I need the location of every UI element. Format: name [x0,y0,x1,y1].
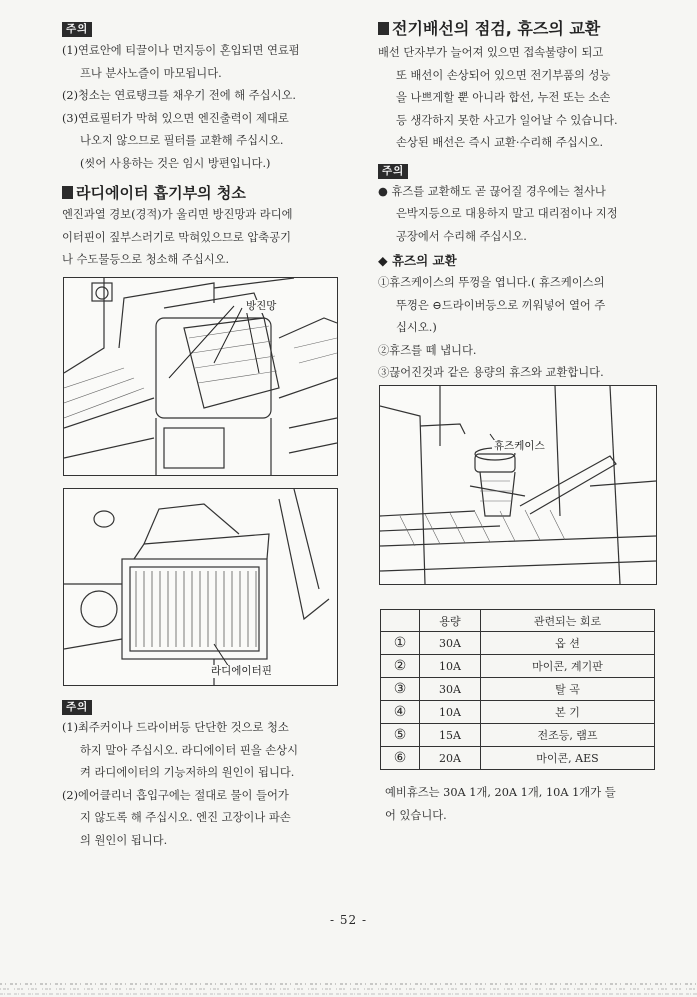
caution-1-line: (3)연료필터가 막혀 있으면 엔진출력이 제대로 [62,111,289,125]
caution-1-line: 나오지 않으므로 필터를 교환해 주십시오. [80,134,284,147]
wiring-line: 배선 단자부가 늘어져 있으면 접속불량이 되고 [378,46,604,59]
right-column [378,14,660,385]
left-column [62,14,344,272]
fuse-number: ③ [381,678,420,701]
fuse-capacity: 15A [420,724,481,747]
caution-badge: 주의 [62,700,92,715]
fuse-steps [378,272,660,385]
fuse-circuit: 본 기 [481,701,655,724]
fuse-number: ⑥ [381,747,420,770]
fuse-caution-text [378,181,660,249]
fuse-caution-line: ● 휴즈를 교환해도 곧 끊어질 경우에는 철사나 [378,184,606,198]
fuse-circuit: 전조등, 램프 [481,724,655,747]
wiring-intro [378,42,660,155]
spare-fuse-line: 예비휴즈는 30A 1개, 20A 1개, 10A 1개가 들 [385,786,616,799]
caution-1-line: (2)청소는 연료탱크를 채우기 전에 해 주십시오. [62,89,296,102]
radiator-fin-label: 라디에이터핀 [211,665,272,677]
table-row [381,701,655,724]
spare-fuse-line: 어 있습니다. [385,808,447,822]
fuse-case-label: 휴즈케이스 [494,440,545,452]
fuse-table-header [381,610,655,632]
wiring-heading: 전기배선의 점검, 휴즈의 교환 [378,19,660,39]
wiring-line: 또 배선이 손상되어 있으면 전기부품의 성능 [396,68,611,82]
fuse-caution-line: 은박지등으로 대용하지 말고 대리점이나 지정 [396,207,618,220]
fuse-number: ④ [381,701,420,724]
caution-2-line: 의 원인이 됩니다. [80,833,168,847]
dust-screen-drawing [64,278,337,475]
caution-2-line: (2)에어클리너 흡입구에는 절대로 물이 들어가 [62,788,289,802]
fuse-caution-line: 공장에서 수리해 주십시오. [396,229,527,243]
caution-2-line: 하지 말아 주십시오. 라디에이터 핀을 손상시 [80,743,298,757]
fuse-header-no [381,610,420,632]
caution-badge: 주의 [62,22,92,37]
fuse-step-line: ②휴즈를 떼 냅니다. [378,343,477,357]
table-row [381,724,655,747]
caution-2-line: 켜 라디에이터의 기능저하의 원인이 됩니다. [80,766,295,779]
fuse-capacity: 10A [420,701,481,724]
fuse-number: ① [381,632,420,655]
radiator-fin-figure [63,488,338,686]
radiator-fin-drawing [64,489,337,685]
caution-badge: 주의 [378,164,408,179]
fuse-step-line: 뚜껑은 ⊖드라이버등으로 끼워넣어 열어 주 [396,298,606,312]
scan-noise-drawing [0,980,697,997]
caution-2-line: 지 않도록 해 주십시오. 엔진 고장이나 파손 [80,811,291,824]
table-row [381,678,655,701]
caution-2-section [62,695,344,852]
spare-fuse-note [385,782,665,827]
wiring-line: 등 생각하지 못한 사고가 일어날 수 있습니다. [396,113,618,127]
fuse-circuit: 탈 곡 [481,678,655,701]
section-square-icon [378,22,389,35]
fuse-replace-heading: ◆ 휴즈의 교환 [378,253,457,268]
wiring-line: 을 나쁘게할 뿐 아니라 합선, 누전 또는 소손 [396,91,611,104]
fuse-step-line: ③끊어진것과 같은 용량의 휴즈와 교환합니다. [378,366,604,379]
dust-screen-figure [63,277,338,476]
fuse-number: ⑤ [381,724,420,747]
fuse-circuit: 옵 션 [481,632,655,655]
caution-1-text [62,40,344,175]
section-square-icon [62,186,73,199]
table-row [381,655,655,678]
page-number: - 52 - [329,913,367,927]
fuse-step-line: 십시오.) [396,321,437,334]
caution-2-line: (1)최주커이나 드라이버등 단단한 것으로 청소 [62,721,289,734]
fuse-number: ② [381,655,420,678]
fuse-capacity: 20A [420,747,481,770]
table-row [381,632,655,655]
fuse-circuit: 마이콘, 계기판 [481,655,655,678]
radiator-text [62,204,344,272]
fuse-case-figure [379,385,657,585]
wiring-line: 손상된 배선은 즉시 교환·수리해 주십시오. [396,136,604,149]
fuse-table [380,609,655,770]
radiator-line: 나 수도물등으로 청소해 주십시오. [62,253,230,266]
caution-1-line: (씻어 사용하는 것은 임시 방편입니다.) [80,156,271,170]
radiator-line: 엔진과열 경보(경적)가 울리면 방진망과 라디에 [62,208,293,221]
fuse-capacity: 30A [420,632,481,655]
radiator-line: 이터핀이 짚부스러기로 막혀있으므로 압축공기 [62,230,292,244]
fuse-circuit: 마이콘, AES [481,747,655,770]
fuse-capacity: 30A [420,678,481,701]
table-row [381,747,655,770]
caution-1-line: 프나 분사노즐이 마모됩니다. [80,66,222,80]
scan-edge-noise [0,980,697,997]
fuse-case-drawing [380,386,656,584]
fuse-step-line: ①휴즈케이스의 뚜껑을 엽니다.( 휴즈케이스의 [378,276,605,289]
fuse-header-circuit: 관련되는 회로 [481,610,655,632]
caution-1-line: (1)연료안에 티끌이나 먼지등이 혼입되면 연료펌 [62,44,300,57]
fuse-capacity: 10A [420,655,481,678]
radiator-heading: 라디에이터 흡기부의 청소 [62,183,344,203]
dust-screen-label: 방진망 [246,300,277,312]
fuse-header-capacity: 용량 [420,610,481,632]
